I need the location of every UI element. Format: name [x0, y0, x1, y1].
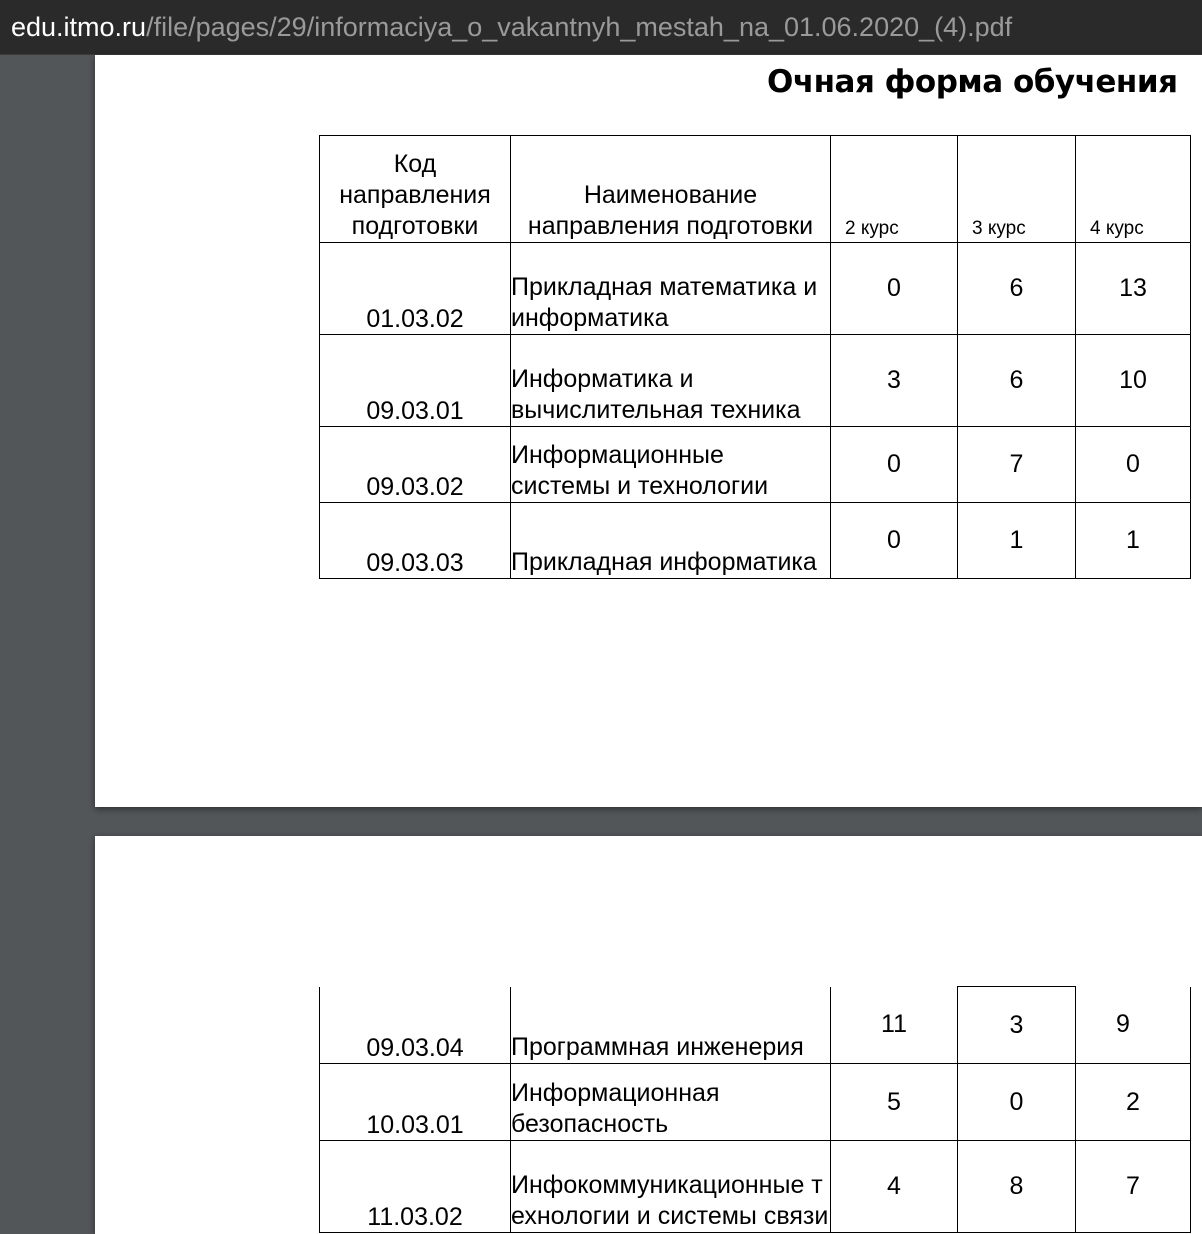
row-course-2: 0 — [831, 243, 958, 335]
row-course-4: 10 — [1076, 335, 1191, 427]
table-row — [320, 1141, 1191, 1233]
row-course-2: 0 — [831, 503, 958, 579]
row-code: 09.03.03 — [320, 503, 511, 579]
row-code: 01.03.02 — [320, 243, 511, 335]
row-course-2: 11 — [831, 987, 958, 1064]
row-course-3: 6 — [958, 243, 1076, 335]
row-name: Информатика и вычислительная техника — [511, 335, 831, 427]
pdf-page-1 — [95, 55, 1202, 807]
header-course-3: 3 курс — [958, 136, 1076, 243]
document-title: Очная форма обучения — [767, 64, 1178, 100]
row-name: Информационные системы и технологии — [511, 427, 831, 503]
url-text[interactable] — [11, 10, 1012, 44]
row-name: Программная инженерия — [511, 987, 831, 1064]
vacancy-table — [319, 135, 1191, 579]
vacancy-table-continued — [319, 986, 1191, 1233]
row-course-3: 0 — [958, 1064, 1076, 1141]
pdf-page-2 — [95, 836, 1202, 1234]
table-row — [320, 503, 1191, 579]
header-course-4: 4 курс — [1076, 136, 1191, 243]
row-code: 11.03.02 — [320, 1141, 511, 1233]
pdf-viewer[interactable] — [0, 55, 1202, 1234]
row-course-3: 8 — [958, 1141, 1076, 1233]
row-course-4: 13 — [1076, 243, 1191, 335]
row-course-4: 1 — [1076, 503, 1191, 579]
row-course-3: 1 — [958, 503, 1076, 579]
row-course-3: 6 — [958, 335, 1076, 427]
row-name: Инфокоммуникационные технологии и системы связи — [511, 1141, 831, 1233]
row-course-4: 7 — [1076, 1141, 1191, 1233]
header-course-2: 2 курс — [831, 136, 958, 243]
table-row — [320, 243, 1191, 335]
row-code: 09.03.02 — [320, 427, 511, 503]
row-course-2: 4 — [831, 1141, 958, 1233]
row-course-3: 3 — [958, 987, 1076, 1064]
row-course-2: 5 — [831, 1064, 958, 1141]
table-row — [320, 1064, 1191, 1141]
table-row — [320, 427, 1191, 503]
row-course-4: 2 — [1076, 1064, 1191, 1141]
row-code: 10.03.01 — [320, 1064, 511, 1141]
row-name: Прикладная математика и информатика — [511, 243, 831, 335]
row-course-4: 9 — [1076, 987, 1191, 1064]
row-course-2: 0 — [831, 427, 958, 503]
table-row — [320, 335, 1191, 427]
row-name: Информационная безопасность — [511, 1064, 831, 1141]
header-code: Код направления подготовки — [320, 136, 511, 243]
address-bar[interactable] — [0, 0, 1202, 55]
row-code: 09.03.04 — [320, 987, 511, 1064]
row-course-2: 3 — [831, 335, 958, 427]
table-header-row — [320, 136, 1191, 243]
table-row — [320, 987, 1191, 1064]
header-name: Наименование направления подготовки — [511, 136, 831, 243]
url-host: edu.itmo.ru — [11, 12, 147, 42]
row-code: 09.03.01 — [320, 335, 511, 427]
row-course-3: 7 — [958, 427, 1076, 503]
row-name: Прикладная информатика — [511, 503, 831, 579]
row-course-4: 0 — [1076, 427, 1191, 503]
url-path: /file/pages/29/informaciya_o_vakantnyh_mestah_na_01.06.2020_(4).pdf — [146, 12, 1013, 42]
